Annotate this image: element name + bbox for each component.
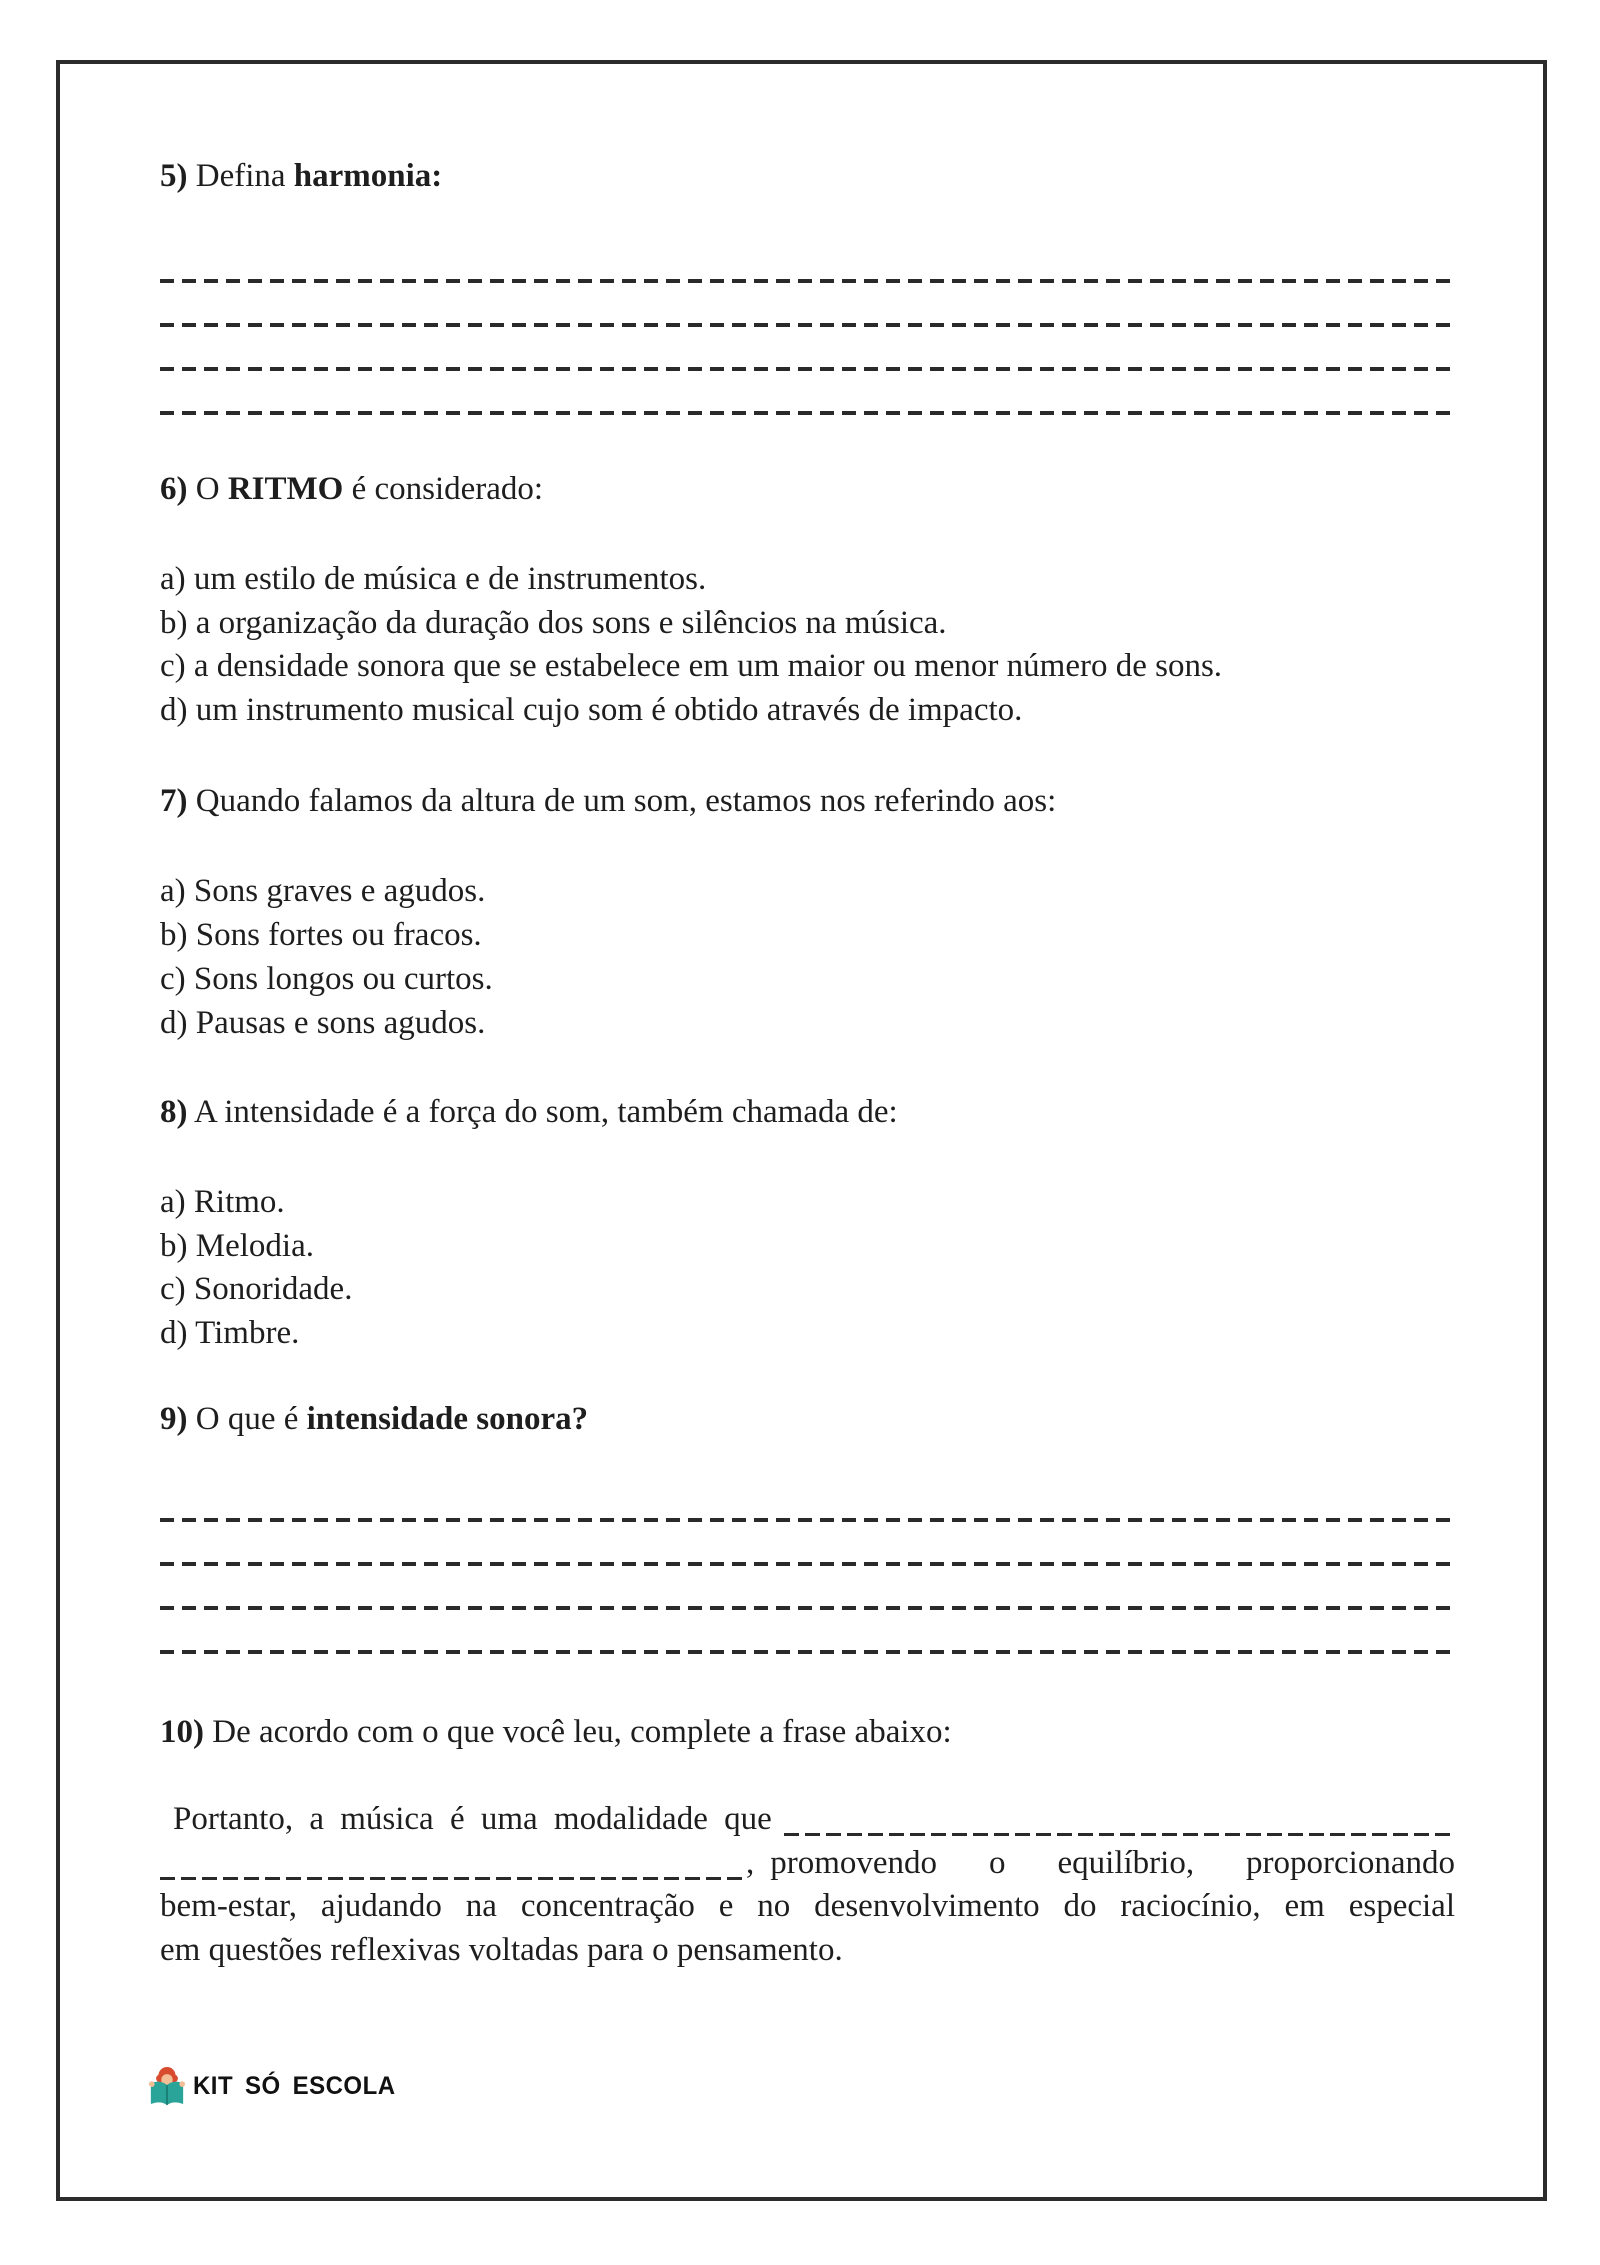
completion-line-2-comma: , — [746, 1845, 755, 1881]
question-7-text: Quando falamos da altura de um som, estamos nos referindo aos: — [195, 783, 1057, 819]
question-7-option-d — [160, 1001, 1455, 1045]
question-6-text: O — [195, 471, 220, 507]
footer-brand-logo — [148, 2064, 404, 2108]
completion-line-1-text: Portanto, a música é uma modalidade que — [173, 1801, 772, 1837]
question-6-option-d — [160, 688, 1455, 732]
option-text: c) Sonoridade. — [160, 1271, 353, 1307]
question-7-option-c — [160, 957, 1455, 1001]
question-7-option-a — [160, 869, 1455, 913]
answer-line — [160, 1650, 1455, 1654]
question-6-heading — [160, 467, 1455, 511]
answer-line — [160, 1562, 1455, 1566]
question-8-heading — [160, 1090, 1455, 1134]
completion-line-2-text: promovendo o equilíbrio, proporcionando — [770, 1845, 1455, 1881]
option-text: a) Ritmo. — [160, 1184, 285, 1220]
question-7-heading — [160, 779, 1455, 823]
question-7-number: 7) — [160, 783, 188, 819]
question-5-number: 5) — [160, 158, 188, 194]
option-text: d) Pausas e sons agudos. — [160, 1005, 486, 1041]
option-text: c) Sons longos ou curtos. — [160, 961, 493, 997]
option-text: d) Timbre. — [160, 1315, 300, 1351]
blank-fill-line — [784, 1833, 1455, 1836]
reading-child-icon — [148, 2064, 186, 2108]
completion-line-3: bem-estar, ajudando na concentração e no desenvolvimento do raciocínio, em especial — [160, 1888, 1455, 1924]
blank-fill-line — [160, 1877, 746, 1880]
question-8-option-a — [160, 1180, 1455, 1224]
question-6-option-b — [160, 601, 1455, 645]
option-text: c) a densidade sonora que se estabelece em um maior ou menor número de sons. — [160, 648, 1223, 684]
question-5-keyword: harmonia: — [293, 158, 443, 194]
question-10-heading — [160, 1710, 1455, 1754]
option-text: b) a organização da duração dos sons e silêncios na música. — [160, 605, 947, 641]
answer-line — [160, 1518, 1455, 1522]
question-8-option-b — [160, 1224, 1455, 1268]
option-text: a) Sons graves e agudos. — [160, 873, 486, 909]
question-6-option-a — [160, 557, 1455, 601]
question-5-text: Defina — [195, 158, 286, 194]
brand-name: KIT SÓ ESCOLA — [193, 2071, 396, 2100]
question-6-text-tail: é considerado: — [351, 471, 544, 507]
question-9-number: 9) — [160, 1401, 188, 1437]
question-8-text: A intensidade é a força do som, também chamada de: — [193, 1094, 898, 1130]
question-9-heading — [160, 1397, 1455, 1441]
option-text: d) um instrumento musical cujo som é obtido através de impacto. — [160, 692, 1023, 728]
completion-line-2 — [160, 1841, 1455, 1885]
question-10-text: De acordo com o que você leu, complete a frase abaixo: — [212, 1714, 952, 1750]
question-6-keyword: RITMO — [227, 471, 344, 507]
answer-line — [160, 411, 1455, 415]
question-9-keyword: intensidade sonora? — [306, 1401, 589, 1437]
question-6-number: 6) — [160, 471, 188, 507]
question-8-option-c — [160, 1267, 1455, 1311]
answer-line — [160, 367, 1455, 371]
question-6-option-c — [160, 644, 1455, 688]
answer-line — [160, 279, 1455, 283]
option-text: b) Melodia. — [160, 1228, 314, 1264]
option-text: a) um estilo de música e de instrumentos. — [160, 561, 707, 597]
question-8-number: 8) — [160, 1094, 188, 1130]
question-7-option-b — [160, 913, 1455, 957]
question-8-option-d — [160, 1311, 1455, 1355]
completion-line-4: em questões reflexivas voltadas para o pensamento. — [160, 1932, 843, 1968]
completion-line-1 — [160, 1797, 1455, 1841]
question-10-number: 10) — [160, 1714, 204, 1750]
answer-line — [160, 323, 1455, 327]
option-text: b) Sons fortes ou fracos. — [160, 917, 482, 953]
answer-line — [160, 1606, 1455, 1610]
question-9-text: O que é — [195, 1401, 299, 1437]
question-5-heading — [160, 154, 1455, 198]
